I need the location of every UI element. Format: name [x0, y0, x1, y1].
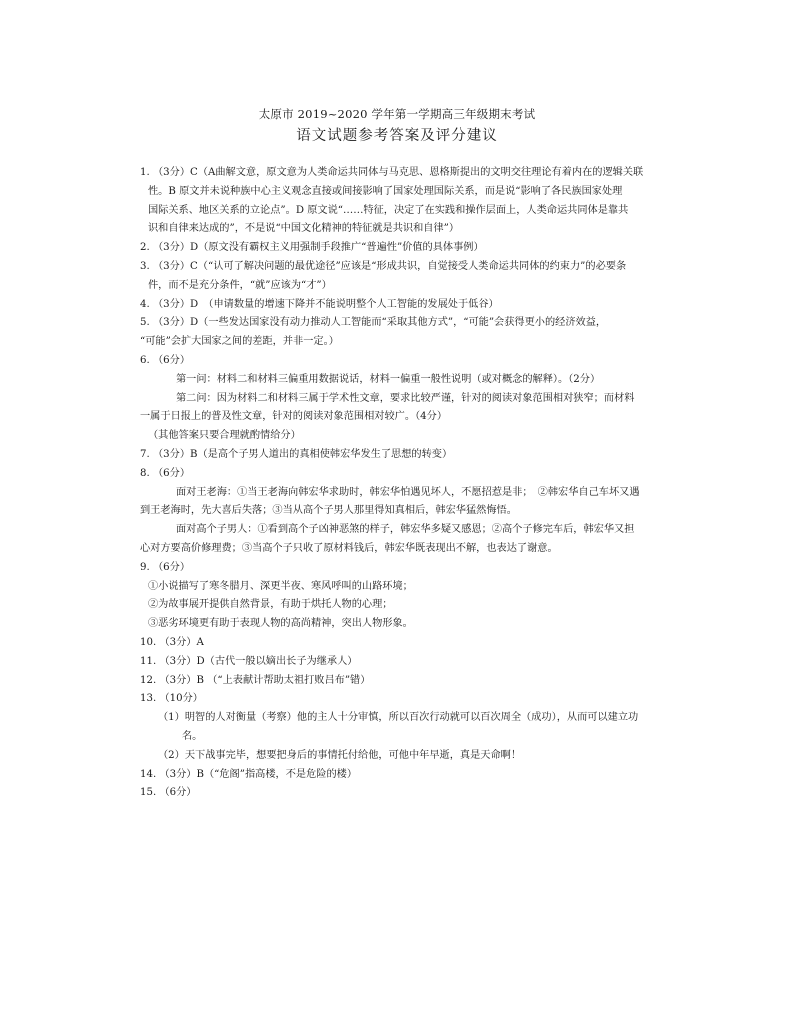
answer-line: 5. （3分）D（一些发达国家没有动力推动人工智能而“采取其他方式”，“可能”会获得更小的经济效益，: [140, 317, 607, 329]
answer-list: [140, 164, 660, 803]
answer-line: 4. （3分）D （申请数量的增速下降并不能说明整个人工智能的发展处于低谷）: [140, 298, 499, 310]
answer-line: 10. （3分）A: [140, 636, 204, 648]
answer-line: ①小说描写了寒冬腊月、深更半夜、寒风呼叫的山路环境；: [148, 580, 413, 592]
answer-line: 面对高个子男人：①看到高个子凶神恶煞的样子，韩宏华多疑又感恩；②高个子修完车后，韩宏华又担: [176, 524, 635, 536]
answer-line: “可能”会扩大国家之间的差距，并非一定。）: [140, 336, 339, 348]
answer-line: 12. （3分）B （“上表献计帮助太祖打败吕布”错）: [140, 674, 371, 686]
answer-line: ②为故事展开提供自然背景，有助于烘托人物的心理；: [148, 599, 393, 611]
answer-line: 性。B 原文并未说种族中心主义观念直接或间接影响了国家处理国际关系，而是说“影响了各民族国家处理: [148, 185, 623, 197]
document-title: 语文试题参考答案及评分建议: [296, 128, 498, 144]
answer-line: 名。: [182, 730, 203, 742]
answer-line: 11. （3分）D（古代一般以嫡出长子为继承人）: [140, 655, 358, 667]
answer-line: （2）天下战事完毕，想要把身后的事情托付给他，可他中年早逝，真是天命啊！: [158, 749, 522, 761]
answer-line: 一属于日报上的普及性文章，针对的阅读对象范围相对较广。（4分）: [140, 411, 448, 423]
answer-line: 9. （6分）: [140, 561, 191, 573]
answer-line: 14. （3分）B（“危阁”指高楼，不是危险的楼）: [140, 768, 358, 780]
answer-line: 第一问：材料二和材料三偏重用数据说话，材料一偏重一般性说明（或对概念的解释）。（2分）: [176, 373, 601, 385]
answer-line: 件，而不是充分条件，“就”应该为“才”）: [148, 279, 332, 291]
answer-line: 1. （3分）C（A曲解文意，原文意为人类命运共同体与马克思、恩格斯提出的文明交往理论有着内在的逻辑关联: [140, 167, 644, 178]
answer-line: 国际关系、地区关系的立论点”。D 原文说“……特征，决定了在实践和操作层面上，人类命运共同体是靠共: [148, 204, 629, 216]
answer-line: 15. （6分）: [140, 787, 197, 799]
answer-line: 7. （3分）B（是高个子男人道出的真相使韩宏华发生了思想的转变）: [140, 448, 453, 460]
answer-line: 8. （6分）: [140, 467, 191, 479]
answer-line: （1）明智的人对衡量（考察）他的主人十分审慎，所以百次行动就可以百次周全（成功），从而可以建立功: [158, 712, 639, 724]
answer-line: 第二问：因为材料二和材料三属于学术性文章，要求比较严谨，针对的阅读对象范围相对狭窄；而材料: [176, 392, 635, 404]
answer-line: 心对方要高价修理费；③当高个子只收了原材料钱后，韩宏华既表现出不解，也表达了谢意。: [140, 542, 558, 554]
exam-title: 太原市 2019~2020 学年第一学期高三年级期末考试: [258, 107, 536, 121]
answer-line: 面对王老海：①当王老海向韩宏华求助时，韩宏华怕遇见坏人，不愿招惹是非； ②韩宏华自己车坏又遇: [176, 486, 640, 498]
answer-line: 13. （10分）: [140, 693, 203, 705]
answer-line: 2. （3分）D（原文没有霸权主义用强制手段推广“普遍性”价值的具体事例）: [140, 242, 484, 254]
answer-line: 到王老海时，先大喜后失落；③当从高个子男人那里得知真相后，韩宏华猛然悔悟。: [140, 505, 517, 517]
answer-line: 识和自律来达成的”，不是说“中国文化精神的特征就是共识和自律”）: [148, 223, 460, 235]
answer-line: 6. （6分）: [140, 354, 191, 366]
answer-line: 3. （3分）C（“认可了解决问题的最优途径”应该是“形成共识，自觉接受人类命运共同体的约束力”的必要条: [140, 260, 627, 272]
answer-line: ③恶劣环境更有助于表现人物的高尚精神，突出人物形象。: [148, 618, 413, 630]
answer-line: （其他答案只要合理就酌情给分）: [148, 430, 301, 442]
